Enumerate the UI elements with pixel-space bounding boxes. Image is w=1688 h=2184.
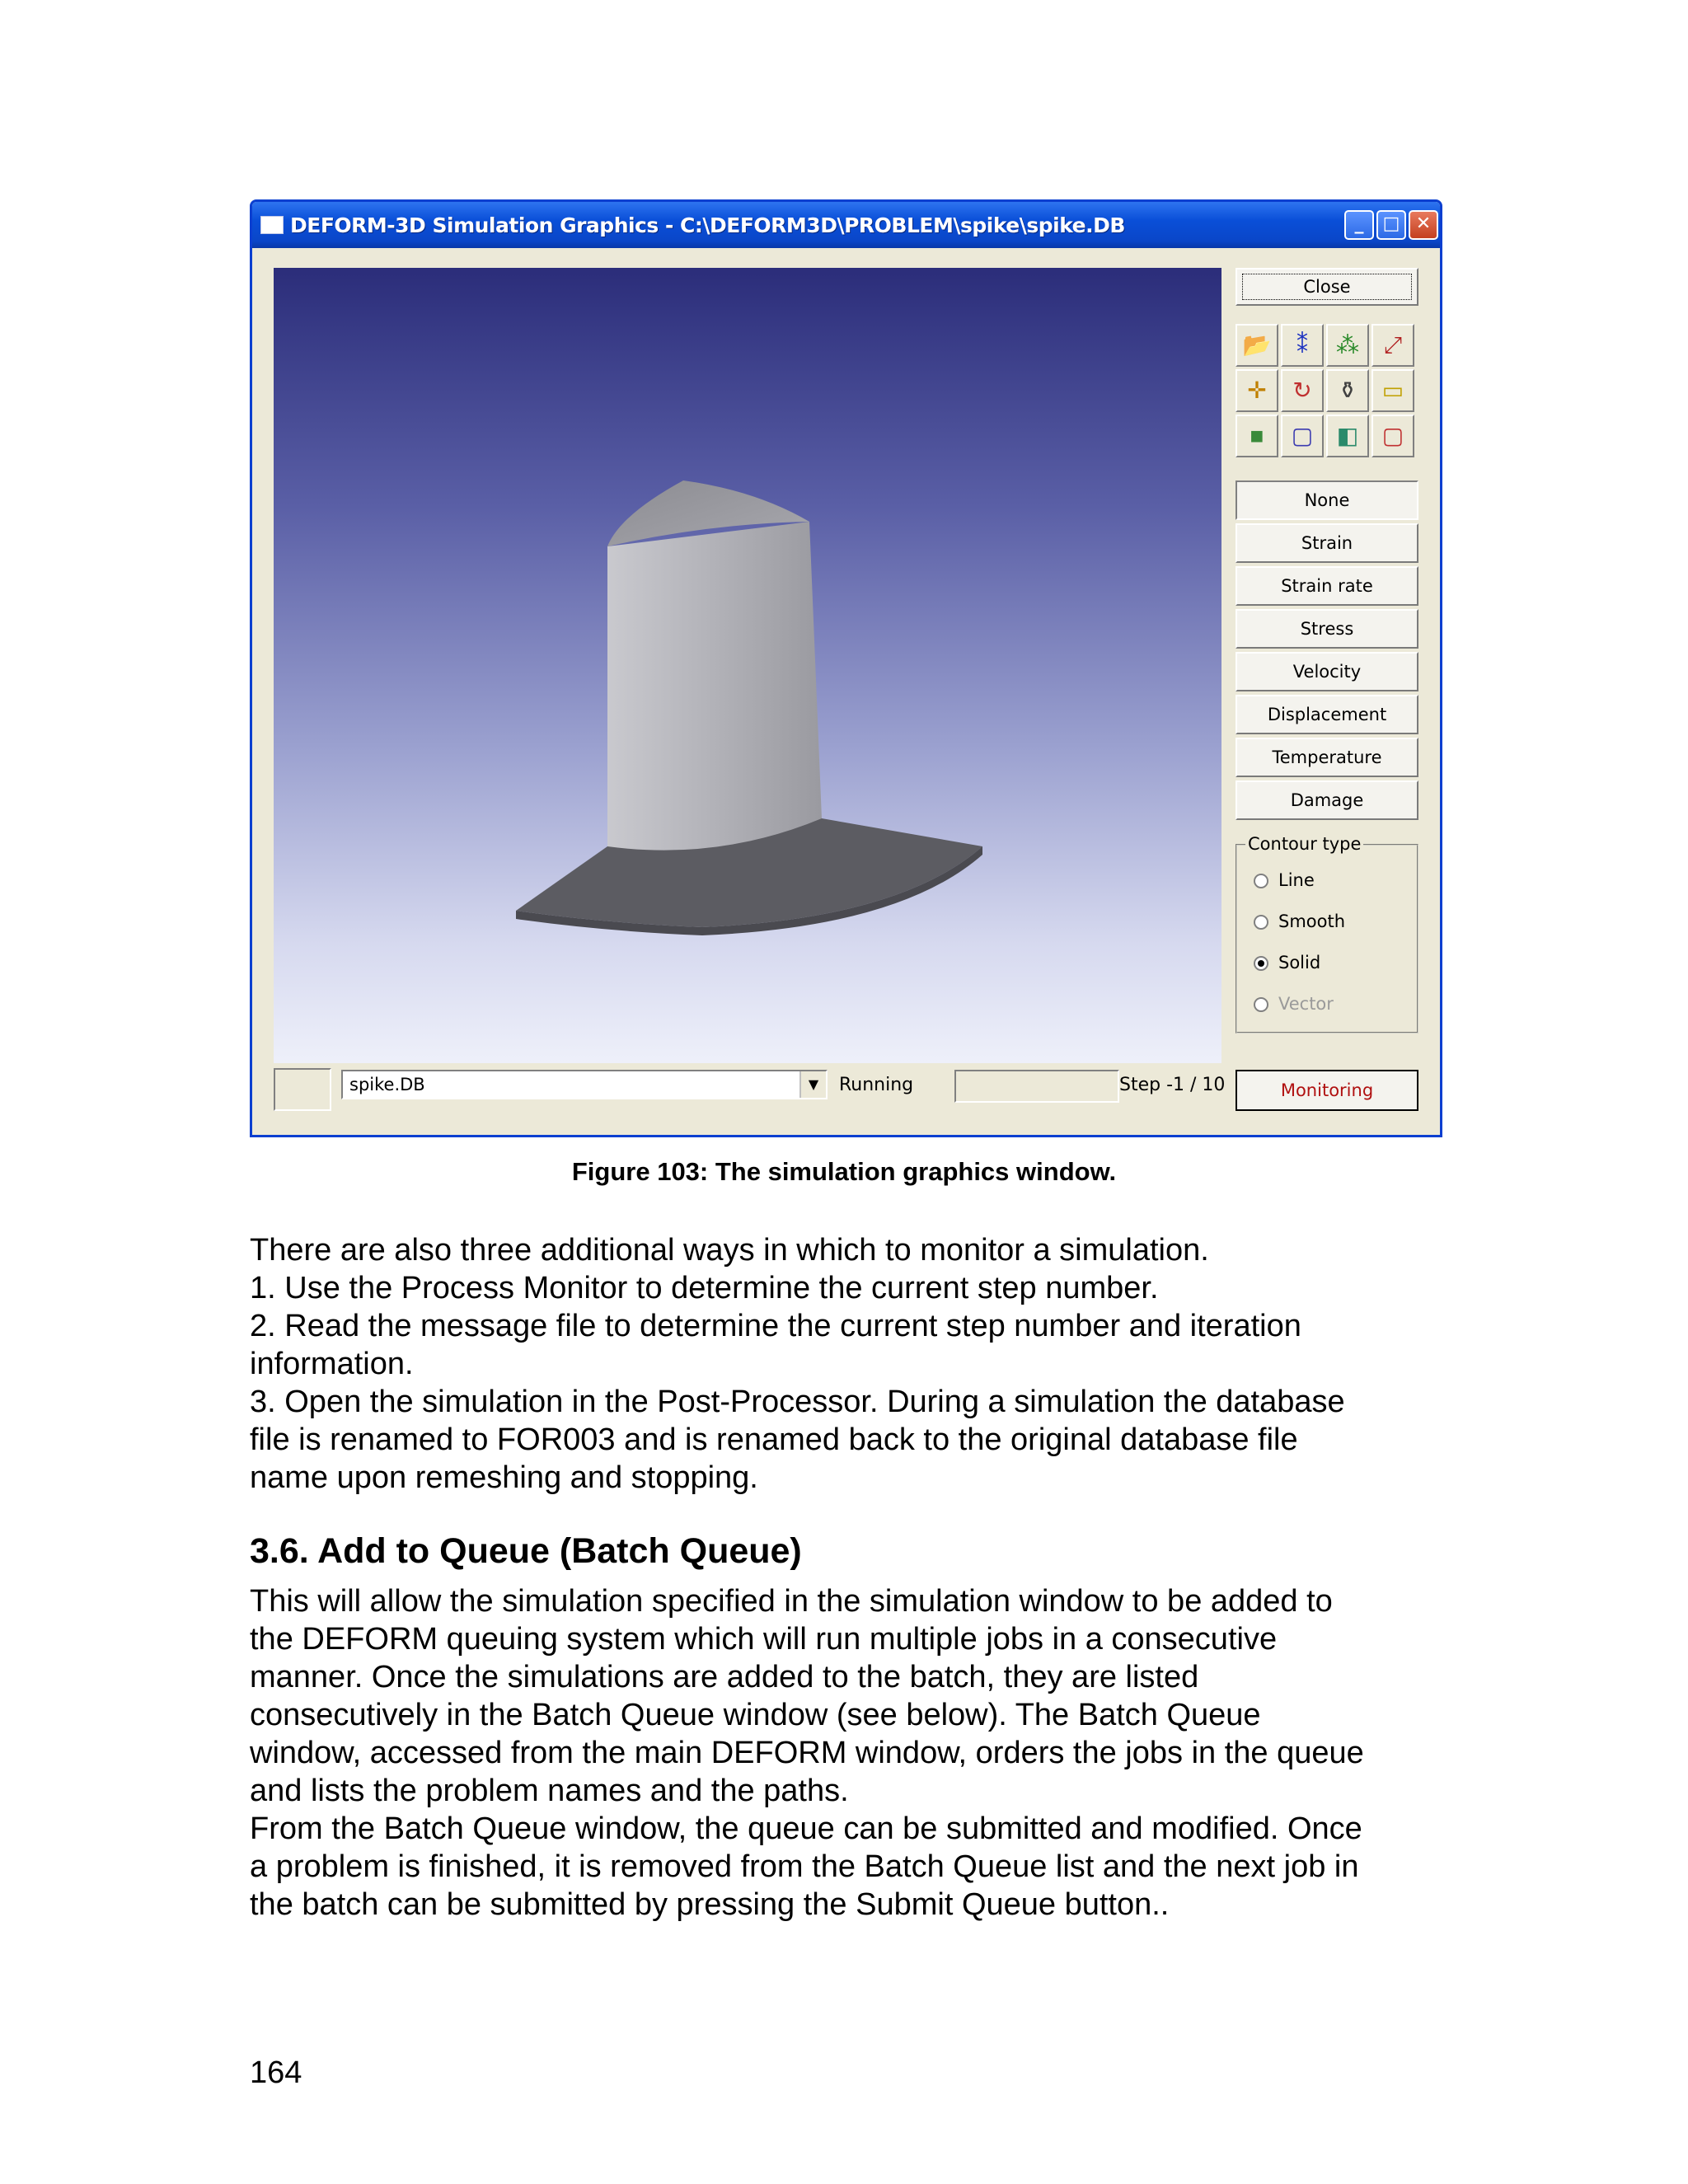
close-icon: ✕ — [1415, 213, 1432, 234]
monitoring-button[interactable]: Monitoring — [1236, 1070, 1418, 1111]
minimize-button[interactable] — [1344, 210, 1374, 240]
step-counter: Step -1 / 10 — [1119, 1075, 1226, 1095]
plot-displacement-button[interactable]: Displacement — [1236, 695, 1418, 734]
maximize-icon: □ — [1382, 213, 1400, 234]
intro-paragraph: There are also three additional ways in which to monitor a simulation. 1. Use the Process Monitor to determine the current step number. 2. Read the message file to determine the current step number and iteration information. 3. Open the simulation in the Post-Processor. During a simulation the database file is renamed to FOR003 and is renamed back to the original database file name upon remeshing and stopping. — [250, 1233, 1345, 1495]
status-indicator — [274, 1068, 331, 1111]
body-paragraph: This will allow the simulation specified in the simulation window to be added to the DEFORM queuing system which will run multiple jobs in a consecutive manner. Once the simulations are added to the batch, they are listed consecutively in the Batch Queue window (see below). The Batch Queue window, accessed from the main DEFORM window, orders the jobs in the queue and lists the problem names and the paths. From the Batch Queue window, the queue can be submitted and modified. Once a problem is finished, it is removed from the Batch Queue list and the next job in the batch can be submitted by pressing the Submit Queue button.. — [250, 1584, 1364, 1922]
close-button-label: Close — [1242, 274, 1412, 300]
contour-type-label: Contour type — [1245, 834, 1363, 854]
contour-type-group — [1236, 834, 1418, 1033]
wire-cube-icon[interactable]: ▢ — [1281, 415, 1324, 457]
plot-strain-button[interactable]: Strain — [1236, 523, 1418, 563]
run-status: Running — [839, 1075, 914, 1095]
selected-file: spike.DB — [349, 1075, 425, 1094]
database-file-select[interactable] — [341, 1070, 828, 1099]
plot-velocity-button[interactable]: Velocity — [1236, 652, 1418, 691]
plot-strain-rate-button[interactable]: Strain rate — [1236, 566, 1418, 606]
title-bar[interactable] — [252, 202, 1440, 248]
section-heading: 3.6. Add to Queue (Batch Queue) — [250, 1531, 802, 1571]
simulation-graphics-window — [250, 199, 1442, 1137]
bottle-icon[interactable]: ⚱ — [1326, 369, 1369, 412]
shaded-cube-icon[interactable]: ◧ — [1326, 415, 1369, 457]
chevron-down-icon[interactable]: ▼ — [799, 1071, 826, 1098]
page-number: 164 — [250, 2055, 302, 2090]
contour-smooth-radio[interactable]: Smooth — [1254, 912, 1345, 931]
ruler-icon[interactable]: ▭ — [1372, 369, 1414, 412]
contour-solid-radio[interactable]: Solid — [1254, 953, 1320, 972]
contour-line-radio[interactable]: Line — [1254, 870, 1315, 890]
close-button[interactable] — [1236, 268, 1418, 306]
window-title: DEFORM-3D Simulation Graphics - C:\DEFORM3D\PROBLEM\spike\spike.DB — [290, 213, 1125, 237]
figure-caption: Figure 103: The simulation graphics window. — [571, 1157, 1117, 1186]
spike-model-render — [274, 268, 1221, 1063]
plot-damage-button[interactable]: Damage — [1236, 780, 1418, 820]
solid-cube-icon[interactable]: ■ — [1236, 415, 1278, 457]
window-icon — [260, 216, 284, 234]
axis-icon[interactable]: ⤢ — [1372, 324, 1414, 367]
rotate-icon[interactable]: ↻ — [1281, 369, 1324, 412]
close-window-button[interactable] — [1409, 210, 1438, 240]
center-icon[interactable]: ✛ — [1236, 369, 1278, 412]
spike-body — [607, 522, 822, 851]
progress-field — [954, 1070, 1119, 1103]
molecule-icon[interactable]: ⁂ — [1326, 324, 1369, 367]
open-folder-icon[interactable]: 📂 — [1236, 324, 1278, 367]
plot-stress-button[interactable]: Stress — [1236, 609, 1418, 649]
plot-none-button[interactable]: None — [1236, 480, 1418, 520]
red-cube-icon[interactable]: ▢ — [1372, 415, 1414, 457]
nodes-icon[interactable]: ⁑ — [1281, 324, 1324, 367]
graphics-viewport[interactable] — [274, 268, 1221, 1063]
contour-vector-radio: Vector — [1254, 994, 1334, 1014]
minimize-icon: _ — [1354, 213, 1364, 234]
maximize-button[interactable] — [1376, 210, 1406, 240]
plot-temperature-button[interactable]: Temperature — [1236, 738, 1418, 777]
